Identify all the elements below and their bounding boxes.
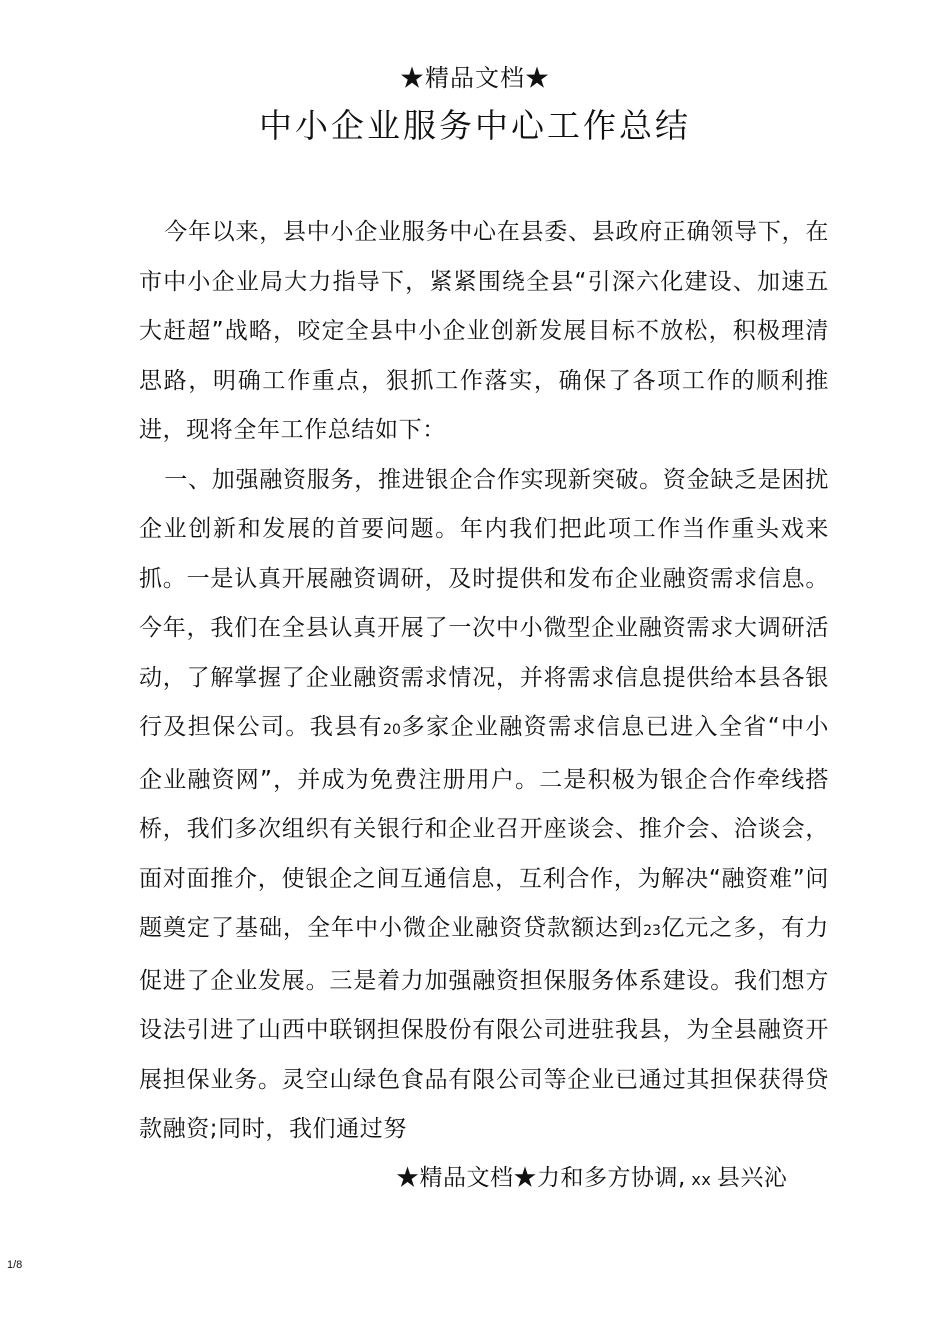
header-quality-mark: ★精品文档★: [400, 64, 550, 92]
footer-text-small: xx: [685, 1170, 717, 1189]
document-body: [139, 208, 829, 1155]
footer-quality-mark: ★精品文档★: [396, 1165, 537, 1191]
paragraph-financing-text-b: 多家企业融资需求信息已进入全省“中小企业融资网”，并成为免费注册用户。二是积极为银企合作牵线搭桥，我们多次组织有关银行和企业召开座谈会、推介会、洽谈会，面对面推介，使银企之间互通信息，互利合作，为解决“融资难”问题奠定了基础，全年中小微企业融资贷款额达到: [139, 714, 830, 941]
document-title: 中小企业服务中心工作总结: [259, 106, 691, 145]
page-indicator: 1/8: [7, 1259, 23, 1271]
paragraph-intro: 今年以来，县中小企业服务中心在县委、县政府正确领导下，在市中小企业局大力指导下，紧紧围绕全县“引深六化建设、加速五大赶超”战略，咬定全县中小企业创新发展目标不放松，积极理清思路，明确工作重点，狠抓工作落实，确保了各项工作的顺利推进，现将全年工作总结如下：: [139, 219, 829, 443]
loan-amount-number: 23: [643, 923, 661, 939]
footer-text-a: 力和多方协调,: [537, 1165, 686, 1191]
paragraph-financing: [139, 456, 829, 1155]
footer-line: [396, 1156, 787, 1202]
enterprise-count-number: 20: [383, 722, 401, 738]
paragraph-financing-text-c: 亿元之多，有力促进了企业发展。三是着力加强融资担保服务体系建设。我们想方设法引进了山西中联钢担保股份有限公司进驻我县，为全县融资开展担保业务。灵空山绿色食品有限公司等企业已通过其担保获得贷款融资;同时，我们通过努: [139, 915, 829, 1142]
paragraph-financing-text-a: 一、加强融资服务，推进银企合作实现新突破。资金缺乏是困扰企业创新和发展的首要问题。年内我们把此项工作当作重头戏来抓。一是认真开展融资调研，及时提供和发布企业融资需求信息。今年，我们在全县认真开展了一次中小微型企业融资需求大调研活动，了解掌握了企业融资需求情况，并将需求信息提供给本县各银行及担保公司。我县有: [139, 466, 829, 740]
footer-text-b: 县兴沁: [716, 1165, 788, 1191]
